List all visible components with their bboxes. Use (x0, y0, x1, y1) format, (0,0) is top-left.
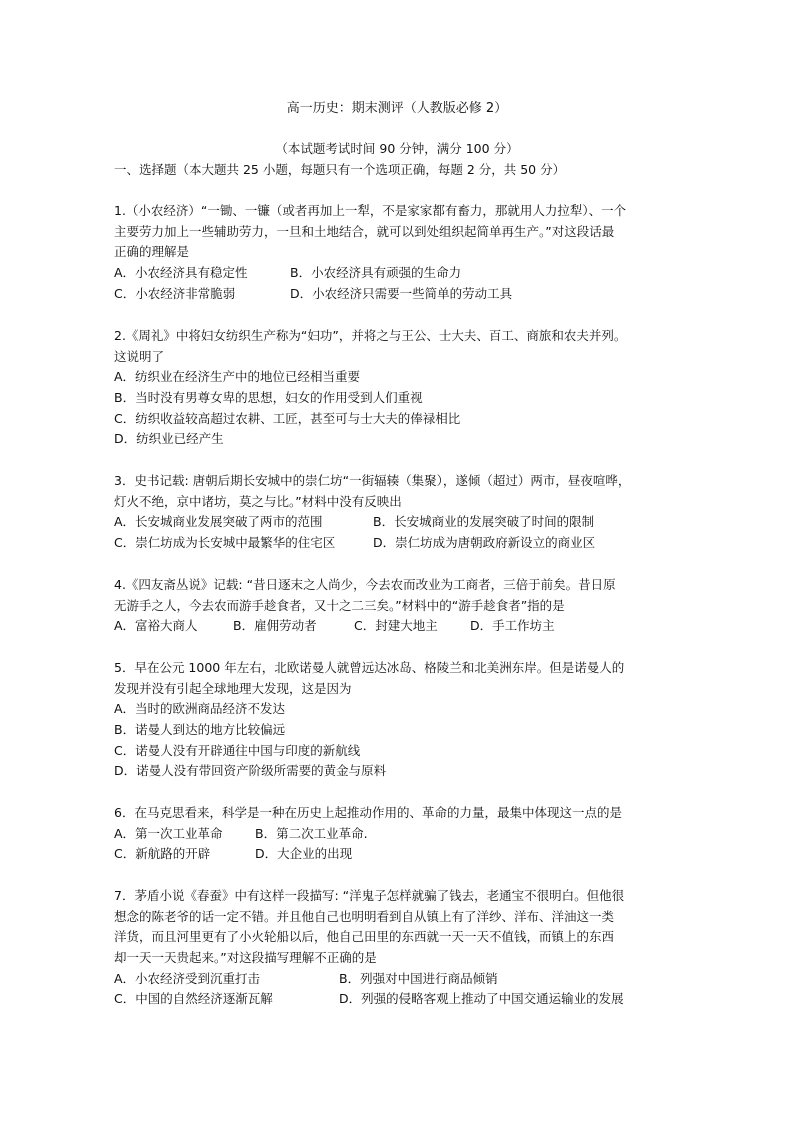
question-stem-line: 灯火不绝，京中诸坊，莫之与比。”材料中没有反映出 (114, 493, 402, 509)
option-a: A．小农经济受到沉重打击 (114, 970, 261, 986)
option-a: A．第一次工业革命 (114, 825, 223, 841)
question-stem-line: 2.《周礼》中将妇女纺织生产称为“妇功”，并将之与王公、士大夫、百工、商旅和农夫并列。 (114, 328, 627, 343)
option-c: C．封建大地主 (354, 618, 438, 634)
option-d: D．列强的侵略客观上推动了中国交通运输业的发展 (339, 991, 624, 1007)
question-stem-line: 正确的理解是 (114, 244, 190, 260)
option-row (114, 512, 694, 533)
option-a: A．长安城商业发展突破了两市的范围 (114, 514, 323, 530)
question-3 (114, 471, 694, 554)
option-b: B．当时没有男尊女卑的思想，妇女的作用受到人们重视 (114, 390, 423, 406)
option-row (114, 533, 694, 554)
question-6 (114, 803, 694, 865)
question-1 (114, 201, 694, 304)
question-stem-line: 6．在马克思看来，科学是一种在历史上起推动作用的、革命的力量，最集中体现这一点的是 (114, 805, 622, 820)
option-row (114, 824, 694, 845)
option-d: D．手工作坊主 (470, 618, 555, 634)
question-stem-line: 4.《四友斋丛说》记载: “昔日逐末之人尚少，今去农而改业为工商者，三倍于前矣。昔日原 (114, 577, 616, 592)
option-row (114, 844, 694, 865)
option-c: C．崇仁坊成为长安城中最繁华的住宅区 (114, 535, 336, 551)
option-d: D．诺曼人没有带回资产阶级所需要的黄金与原料 (114, 763, 387, 779)
option-d: D．小农经济只需要一些简单的劳动工具 (290, 285, 513, 301)
question-7 (114, 886, 694, 1010)
option-b: B．第二次工业革命. (255, 825, 368, 841)
question-4 (114, 575, 694, 637)
option-a: A．当时的欧洲商品经济不发达 (114, 701, 286, 717)
question-stem-line: 1.（小农经济）“一锄、一镰（或者再加上一犁，不是家家都有畜力，那就用人力拉犁）、一个 (114, 203, 627, 218)
option-d: D．崇仁坊成为唐朝政府新设立的商业区 (373, 535, 596, 551)
option-c: C．中国的自然经济逐渐瓦解 (114, 991, 273, 1007)
option-b: B．列强对中国进行商品倾销 (339, 970, 498, 986)
option-c: C．小农经济非常脆弱 (114, 285, 236, 301)
question-stem-line: 5．早在公元 1000 年左右，北欧诺曼人就曾远达冰岛、格陵兰和北美洲东岸。但是诺曼人的 (114, 660, 625, 675)
option-b: B．长安城商业的发展突破了时间的限制 (373, 514, 595, 530)
option-row (114, 969, 694, 990)
question-stem-line: 却一天一天贵起来。”对这段描写理解不正确的是 (114, 950, 377, 966)
option-row (114, 284, 694, 305)
question-stem-line: 主要劳力加上一些辅助劳力，一旦和土地结合，就可以到处组织起简单再生产。”对这段话最 (114, 223, 615, 239)
question-stem-line: 洋货，而且河里更有了小火轮船以后，他自己田里的东西就一天一天不值钱，而镇上的东西 (114, 929, 615, 945)
option-c: C．诺曼人没有开辟通往中国与印度的新航线 (114, 742, 361, 758)
page-title: 高一历史：期末测评（人教版必修 2） (286, 101, 508, 116)
question-stem-line: 这说明了 (114, 348, 165, 364)
exam-info: （本试题考试时间 90 分钟，满分 100 分） (275, 141, 519, 156)
section-heading: 一、选择题（本大题共 25 小题，每题只有一个选项正确，每题 2 分，共 50 分） (114, 162, 566, 177)
option-c: C．纺织收益较高超过农耕、工匠，甚至可与士大夫的俸禄相比 (114, 410, 461, 426)
option-b: B．小农经济具有顽强的生命力 (290, 265, 462, 281)
option-a: A．纺织业在经济生产中的地位已经相当重要 (114, 369, 361, 385)
option-row (114, 616, 694, 637)
option-c: C．新航路的开辟 (114, 846, 211, 862)
question-stem-line: 想念的陈老爷的话一定不错。并且他自己也明明看到自从镇上有了洋纱、洋布、洋油这一类 (114, 908, 615, 924)
option-a: A．富裕大商人 (114, 618, 198, 634)
option-row (114, 989, 694, 1010)
option-d: D．纺织业已经产生 (114, 431, 224, 447)
question-stem-line: 发现并没有引起全球地理大发现，这是因为 (114, 680, 352, 696)
option-d: D．大企业的出现 (255, 846, 353, 862)
option-b: B．诺曼人到达的地方比较偏远 (114, 722, 286, 738)
question-5 (114, 658, 694, 782)
option-b: B．雇佣劳动者 (233, 618, 317, 634)
question-stem-line: 无游手之人，今去农而游手趁食者，又十之二三矣。”材料中的“游手趁食者”指的是 (114, 597, 565, 613)
question-stem-line: 3．史书记载: 唐朝后期长安城中的崇仁坊“一街辐辏（集聚），遂倾（超过）两市，昼夜喧哗， (114, 473, 631, 488)
option-row (114, 263, 694, 284)
option-a: A．小农经济具有稳定性 (114, 265, 248, 281)
question-2 (114, 326, 694, 450)
question-stem-line: 7．茅盾小说《春蚕》中有这样一段描写: “洋鬼子怎样就骗了钱去，老通宝不很明白。但他很 (114, 888, 625, 903)
